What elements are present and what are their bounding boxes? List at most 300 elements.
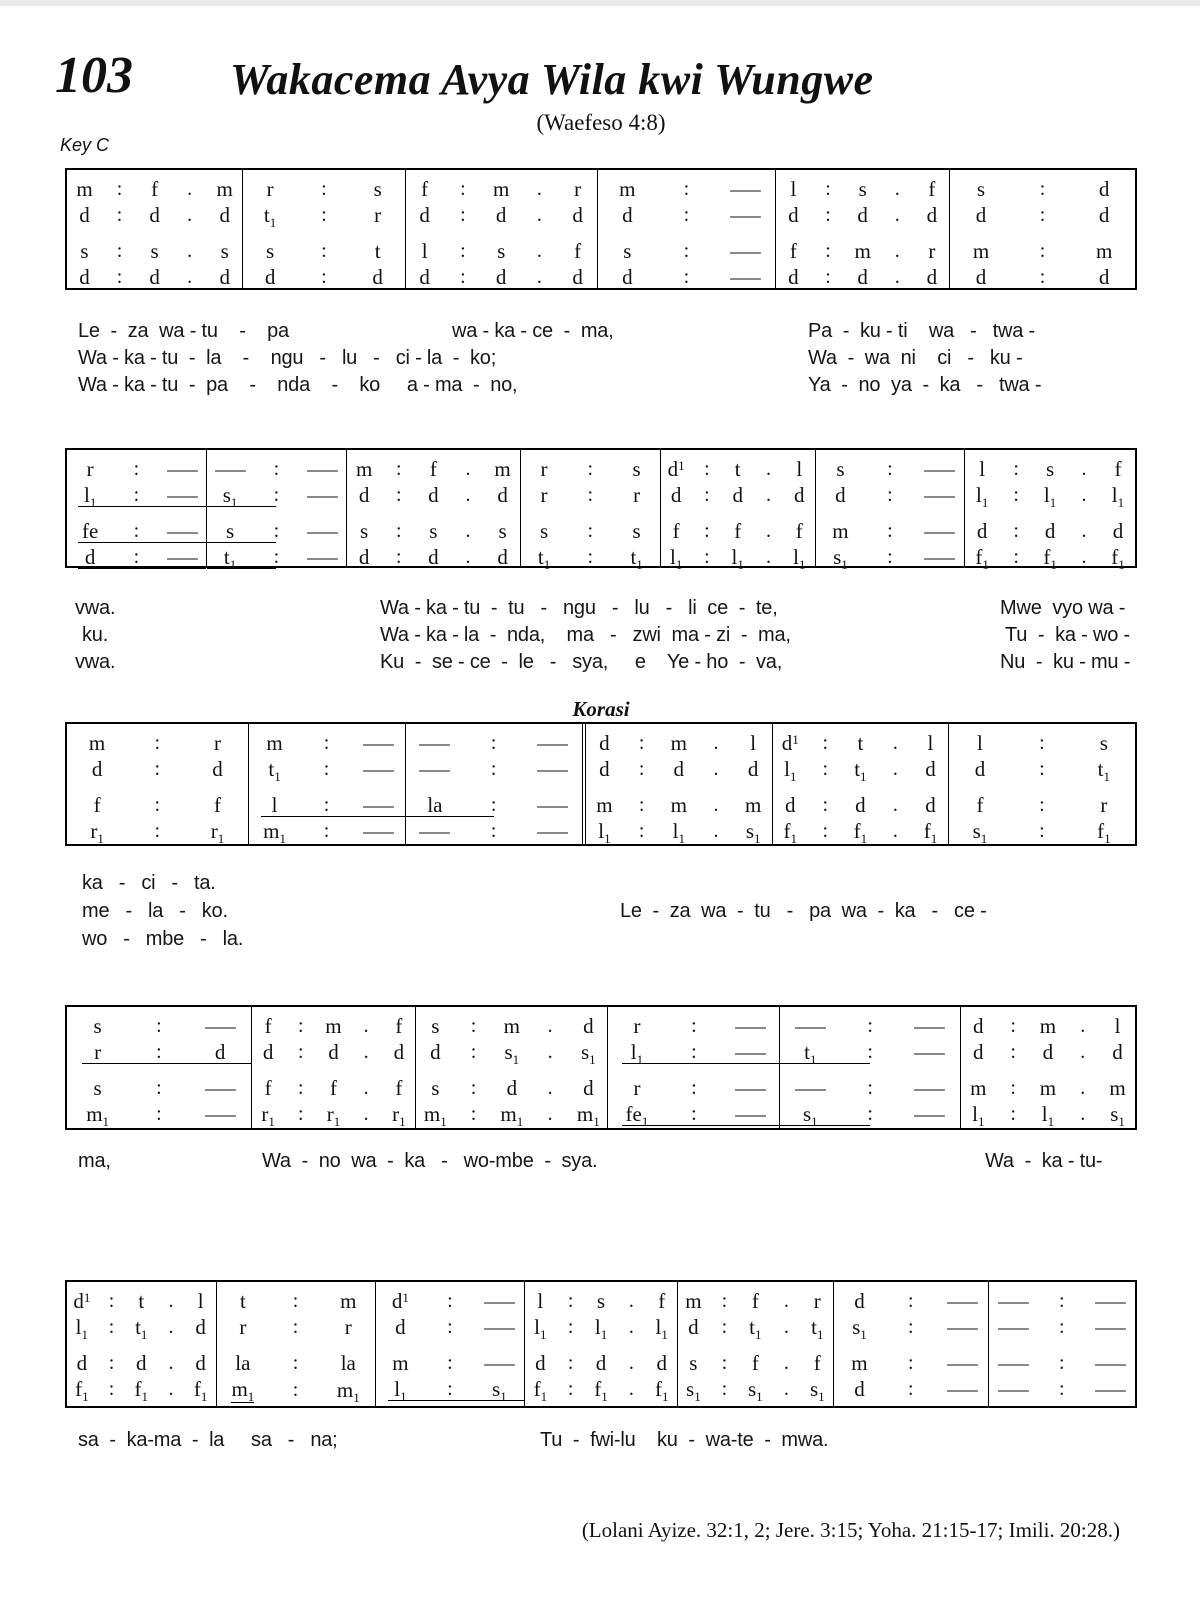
note: d — [264, 265, 276, 289]
voice-line — [780, 1039, 959, 1065]
note: d — [583, 1014, 594, 1038]
note: $f_1$ — [1111, 545, 1125, 572]
hold-dash: — — [946, 1377, 978, 1401]
note: f — [795, 519, 803, 543]
note: d — [572, 203, 583, 227]
lyric-segment: wo - mbe - la. — [82, 928, 244, 950]
note: m — [1039, 1014, 1057, 1038]
hymn-number: 103 — [55, 47, 133, 104]
lyric-segment: ma, — [78, 1150, 111, 1172]
page-edge — [0, 0, 1200, 6]
half-beat-dot: . — [892, 820, 898, 842]
note: $t_1$ — [749, 1315, 762, 1342]
note: d — [262, 1040, 274, 1064]
note: d — [149, 203, 160, 227]
lyric-line — [0, 624, 1200, 650]
half-beat-dot: . — [1080, 1077, 1086, 1099]
note: $f_1$ — [193, 1377, 208, 1404]
note: $s_1$ — [580, 1040, 596, 1067]
hold-dash: — — [363, 731, 394, 755]
lyric-segment: Wa - ka - tu - tu - ngu - lu - li ce - te, — [380, 597, 778, 619]
beat-colon: : — [108, 1378, 115, 1400]
beat-colon: : — [133, 458, 140, 480]
hold-dash: — — [997, 1289, 1029, 1313]
hold-dash: — — [537, 793, 568, 817]
hold-dash: — — [914, 1014, 946, 1038]
half-beat-dot: . — [465, 520, 471, 542]
note: s — [93, 1014, 102, 1038]
voice-line — [965, 456, 1135, 482]
note: m — [1109, 1076, 1126, 1100]
lyric-line — [0, 320, 1200, 346]
voice-line — [243, 202, 404, 228]
hold-dash: — — [419, 819, 451, 843]
note: d — [430, 1040, 441, 1064]
voice-line — [252, 1101, 415, 1127]
note: d — [1112, 519, 1124, 543]
half-beat-dot: . — [765, 484, 771, 506]
measure — [585, 724, 773, 844]
measure — [776, 170, 950, 288]
note: $s_1$ — [504, 1040, 520, 1067]
measure — [67, 450, 207, 569]
lyric-line — [0, 347, 1200, 373]
note: $f_1$ — [923, 819, 938, 846]
lyric-segment: Wa - no wa - ka - wo-mbe - sya. — [262, 1150, 598, 1172]
voice-line — [961, 1101, 1135, 1127]
note: $f_1$ — [975, 545, 989, 572]
note: d — [595, 1351, 607, 1375]
voice-line — [816, 482, 965, 508]
note: d — [1044, 519, 1056, 543]
note: d — [785, 793, 796, 817]
voice-line — [608, 1013, 779, 1039]
voice-line — [67, 1314, 216, 1340]
note: $l_1$ — [784, 757, 797, 784]
voice-line — [347, 482, 520, 508]
beat-colon: : — [490, 794, 497, 816]
chorus-label: Korasi — [572, 697, 630, 721]
note: d — [925, 793, 936, 817]
note: d — [219, 265, 230, 289]
hold-dash: — — [307, 457, 338, 481]
lyric-segment: vwa. — [75, 597, 116, 619]
note: d — [328, 1040, 339, 1064]
note: $r_1$ — [90, 819, 104, 846]
voice-line — [406, 238, 597, 264]
voice-line — [376, 1288, 525, 1314]
note: s — [373, 177, 382, 201]
half-beat-dot: . — [1081, 484, 1087, 506]
beat-colon: : — [638, 758, 645, 780]
hold-dash: — — [204, 1014, 236, 1038]
note: l — [1114, 1014, 1121, 1038]
beat-colon: : — [567, 1316, 574, 1338]
beat-colon: : — [1039, 266, 1046, 288]
note: f — [751, 1289, 759, 1313]
half-beat-dot: . — [783, 1290, 789, 1312]
half-beat-dot: . — [892, 794, 898, 816]
hold-dash: — — [484, 1315, 515, 1339]
voice-line — [834, 1350, 988, 1376]
voice-line — [949, 818, 1135, 844]
half-beat-dot: . — [547, 1103, 553, 1125]
note: d — [149, 265, 160, 289]
beat-colon: : — [691, 1103, 697, 1125]
beat-colon: : — [567, 1290, 574, 1312]
beat-colon: : — [273, 458, 280, 480]
hold-dash: — — [730, 203, 761, 227]
beat-colon: : — [447, 1352, 453, 1374]
note: m — [266, 731, 283, 755]
note: l — [979, 457, 986, 481]
measure — [780, 1007, 960, 1128]
note: $l_1$ — [975, 483, 989, 510]
voice-line — [965, 518, 1135, 544]
beat-colon: : — [395, 484, 402, 506]
notation-system-2 — [65, 448, 1137, 572]
note: d — [495, 265, 507, 289]
note: d — [656, 1351, 667, 1375]
beat-colon: : — [704, 484, 710, 506]
beat-colon: : — [638, 820, 645, 842]
note: d — [84, 545, 96, 569]
beat-colon: : — [907, 1316, 914, 1338]
beat-colon: : — [395, 520, 402, 542]
voice-line — [965, 482, 1135, 508]
half-beat-dot: . — [465, 546, 471, 568]
beat-colon: : — [321, 204, 327, 226]
lyric-segment: Nu - ku - mu - — [1000, 651, 1131, 673]
note: $m_1$ — [336, 1377, 360, 1405]
voice-line — [67, 518, 206, 544]
note: l — [421, 239, 428, 263]
note: $l_1$ — [534, 1315, 547, 1342]
hold-dash: — — [1095, 1351, 1126, 1375]
note: $t_1$ — [135, 1315, 148, 1342]
note: l — [537, 1289, 544, 1313]
note: r — [86, 457, 94, 481]
voice-line — [207, 482, 346, 508]
beat-colon: : — [298, 1103, 304, 1125]
half-beat-dot: . — [168, 1290, 174, 1312]
note: $t_1$ — [630, 545, 643, 572]
note: $m_1$ — [423, 1102, 447, 1129]
beat-colon: : — [154, 794, 161, 816]
hold-dash: — — [914, 1040, 946, 1064]
half-beat-dot: . — [892, 732, 898, 754]
lyric-segment: Wa - ka - tu- — [985, 1150, 1103, 1172]
measure — [67, 170, 243, 288]
note: m — [392, 1351, 409, 1375]
voice-line — [347, 518, 520, 544]
note: $f_1$ — [1043, 545, 1057, 572]
note: $r_1$ — [392, 1102, 406, 1129]
beat-colon: : — [567, 1378, 574, 1400]
note: f — [151, 177, 159, 201]
note: $l_1$ — [1111, 483, 1125, 510]
half-beat-dot: . — [547, 1015, 553, 1037]
note: $t_1$ — [804, 1040, 817, 1067]
note: m — [685, 1289, 702, 1313]
note: r — [344, 1315, 352, 1339]
hold-dash: — — [419, 731, 451, 755]
note: la — [340, 1351, 356, 1375]
note: f — [213, 793, 221, 817]
hold-dash: — — [924, 457, 955, 481]
beat-colon: : — [704, 520, 710, 542]
beat-colon: : — [395, 458, 402, 480]
note: l — [197, 1289, 204, 1313]
beat-colon: : — [691, 1041, 697, 1063]
note: $l_1$ — [655, 1315, 668, 1342]
beat-colon: : — [470, 1041, 477, 1063]
note: r — [813, 1289, 821, 1313]
beat-colon: : — [721, 1316, 728, 1338]
note: m — [1095, 239, 1113, 263]
hold-dash: — — [1095, 1377, 1126, 1401]
beat-colon: : — [1010, 1103, 1016, 1125]
lyric-segment: vwa. — [75, 651, 116, 673]
note: $t_1$ — [1097, 757, 1110, 784]
voice-line — [249, 818, 405, 844]
hold-dash: — — [167, 457, 198, 481]
hold-dash: — — [214, 457, 246, 481]
note: $s_1$ — [972, 819, 988, 846]
hold-dash: — — [997, 1351, 1029, 1375]
hold-dash: — — [537, 819, 568, 843]
half-beat-dot: . — [187, 204, 193, 226]
beat-colon: : — [867, 1015, 873, 1037]
hold-dash: — — [924, 483, 955, 507]
beat-colon: : — [133, 546, 140, 568]
half-beat-dot: . — [187, 178, 193, 200]
hold-dash: — — [735, 1014, 767, 1038]
note: fe — [81, 519, 99, 543]
note: m — [216, 177, 233, 201]
note: s — [1045, 457, 1055, 481]
hold-dash: — — [204, 1102, 236, 1126]
voice-line — [834, 1376, 988, 1402]
hold-dash: — — [204, 1076, 236, 1100]
note: f — [395, 1014, 403, 1038]
note: $l_1$ — [670, 545, 683, 572]
note: r — [94, 1040, 102, 1064]
note: f — [751, 1351, 759, 1375]
half-beat-dot: . — [363, 1015, 369, 1037]
lyric-segment: Mwe vyo wa - — [1000, 597, 1126, 619]
measure — [243, 170, 405, 288]
note: r — [1100, 793, 1108, 817]
hold-dash: — — [795, 1076, 826, 1100]
measure — [598, 170, 776, 288]
note: $m_1$ — [576, 1102, 600, 1129]
note: s — [93, 1076, 102, 1100]
note: d — [670, 483, 682, 507]
note: d — [212, 757, 223, 781]
note: m — [88, 731, 106, 755]
beat-colon: : — [470, 1015, 477, 1037]
beat-colon: : — [1059, 1352, 1065, 1374]
voice-line — [416, 1101, 607, 1127]
note: m — [972, 239, 990, 263]
half-beat-dot: . — [783, 1352, 789, 1374]
note: r — [633, 1076, 641, 1100]
voice-line — [67, 202, 242, 228]
voice-line — [661, 544, 815, 570]
half-beat-dot: . — [892, 758, 898, 780]
note: $r_1$ — [261, 1102, 275, 1129]
voice-line — [608, 1039, 779, 1065]
voice-line — [989, 1288, 1135, 1314]
half-beat-dot: . — [713, 820, 719, 842]
voice-line — [950, 176, 1135, 202]
note: d — [1098, 203, 1110, 227]
voice-line — [217, 1376, 375, 1405]
note: m — [670, 731, 687, 755]
beat-colon: : — [721, 1290, 728, 1312]
half-beat-dot: . — [894, 240, 900, 262]
beat-colon: : — [108, 1352, 115, 1374]
voice-line — [678, 1314, 833, 1340]
measure — [217, 1282, 376, 1406]
note: r — [266, 177, 274, 201]
beat-colon: : — [395, 546, 402, 568]
note: d — [599, 731, 610, 755]
beat-colon: : — [1010, 1015, 1016, 1037]
beat-colon: : — [1039, 732, 1045, 754]
beat-colon: : — [1013, 484, 1019, 506]
voice-line — [67, 818, 248, 844]
beat-colon: : — [447, 1378, 453, 1400]
note: t — [374, 239, 381, 263]
beat-colon: : — [133, 484, 140, 506]
note: d — [854, 1289, 865, 1313]
note: m — [744, 793, 762, 817]
lyric-segment: Wa - ka - tu - la - ngu - lu - ci - la - ko; — [78, 347, 497, 369]
note: f — [658, 1289, 666, 1313]
beat-colon: : — [1059, 1316, 1065, 1338]
voice-line — [406, 730, 582, 756]
hold-dash: — — [730, 239, 761, 263]
lyric-segment: Le - za wa - tu - pa wa - ka - ce - — [620, 900, 987, 922]
half-beat-dot: . — [547, 1077, 553, 1099]
note: l — [790, 177, 797, 201]
voice-line — [773, 818, 948, 844]
beat-colon: : — [321, 178, 327, 200]
half-beat-dot: . — [894, 178, 900, 200]
voice-line — [989, 1376, 1135, 1402]
note: d — [747, 757, 759, 781]
voice-line — [678, 1376, 833, 1402]
note: f — [672, 519, 680, 543]
note: d — [393, 1040, 405, 1064]
note: d — [1042, 1040, 1054, 1064]
beat-colon: : — [822, 732, 829, 754]
note: d — [419, 203, 430, 227]
beat-colon: : — [273, 484, 280, 506]
hold-dash: — — [1095, 1289, 1126, 1313]
note: r — [540, 483, 548, 507]
page-title: Wakacema Avya Wila kwi Wungwe — [230, 55, 874, 104]
voice-line — [834, 1314, 988, 1340]
note: d — [622, 265, 633, 289]
beat-colon: : — [116, 240, 123, 262]
beat-colon: : — [447, 1290, 453, 1312]
note: d — [794, 483, 805, 507]
note: s — [431, 1014, 440, 1038]
voice-line — [678, 1350, 833, 1376]
note: d — [975, 203, 987, 227]
note: d — [926, 203, 938, 227]
note: f — [421, 177, 429, 201]
note: d — [195, 1315, 206, 1339]
half-beat-dot: . — [894, 204, 900, 226]
voice-line — [598, 176, 775, 202]
note: d — [1098, 265, 1110, 289]
voice-line — [834, 1288, 988, 1314]
voice-line — [252, 1039, 415, 1065]
note: $l_1$ — [598, 819, 611, 846]
hold-dash: — — [735, 1102, 767, 1126]
note: d — [219, 203, 230, 227]
beat-colon: : — [133, 520, 140, 542]
half-beat-dot: . — [168, 1378, 174, 1400]
beat-colon: : — [587, 458, 594, 480]
note: d — [372, 265, 383, 289]
scripture-subtitle: (Waefeso 4:8) — [536, 110, 666, 135]
note: la — [235, 1351, 251, 1375]
lyric-line — [0, 900, 1200, 926]
beat-colon: : — [887, 458, 893, 480]
note: d — [195, 1351, 206, 1375]
measure — [608, 1007, 780, 1128]
lyric-segment: Tu - ka - wo - — [1005, 624, 1130, 646]
beat-colon: : — [907, 1290, 914, 1312]
note: r — [574, 177, 582, 201]
lyric-segment: Ya - no ya - ka - twa - — [808, 374, 1042, 396]
note: s — [689, 1351, 698, 1375]
voice-line — [780, 1101, 959, 1127]
note: l — [271, 793, 278, 817]
beat-colon: : — [298, 1077, 304, 1099]
half-beat-dot: . — [765, 546, 771, 568]
measure — [207, 450, 347, 572]
measure — [406, 170, 598, 288]
voice-line — [989, 1314, 1135, 1340]
voice-line — [586, 818, 772, 844]
beat-colon: : — [721, 1352, 728, 1374]
half-beat-dot: . — [1080, 1041, 1086, 1063]
voice-line — [773, 730, 948, 756]
note: s — [623, 239, 632, 263]
beat-colon: : — [1013, 546, 1019, 568]
voice-line — [525, 1376, 677, 1402]
note: s — [429, 519, 438, 543]
note: m — [854, 239, 871, 263]
note: $l_1$ — [731, 545, 744, 572]
voice-line — [243, 176, 404, 202]
note: d — [925, 757, 936, 781]
note: f — [928, 177, 936, 201]
half-beat-dot: . — [713, 794, 719, 816]
beat-colon: : — [156, 1041, 162, 1063]
beat-colon: : — [156, 1015, 162, 1037]
note: d — [673, 757, 685, 781]
note: s — [497, 239, 506, 263]
voice-line — [776, 238, 949, 264]
beat-colon: : — [887, 484, 893, 506]
